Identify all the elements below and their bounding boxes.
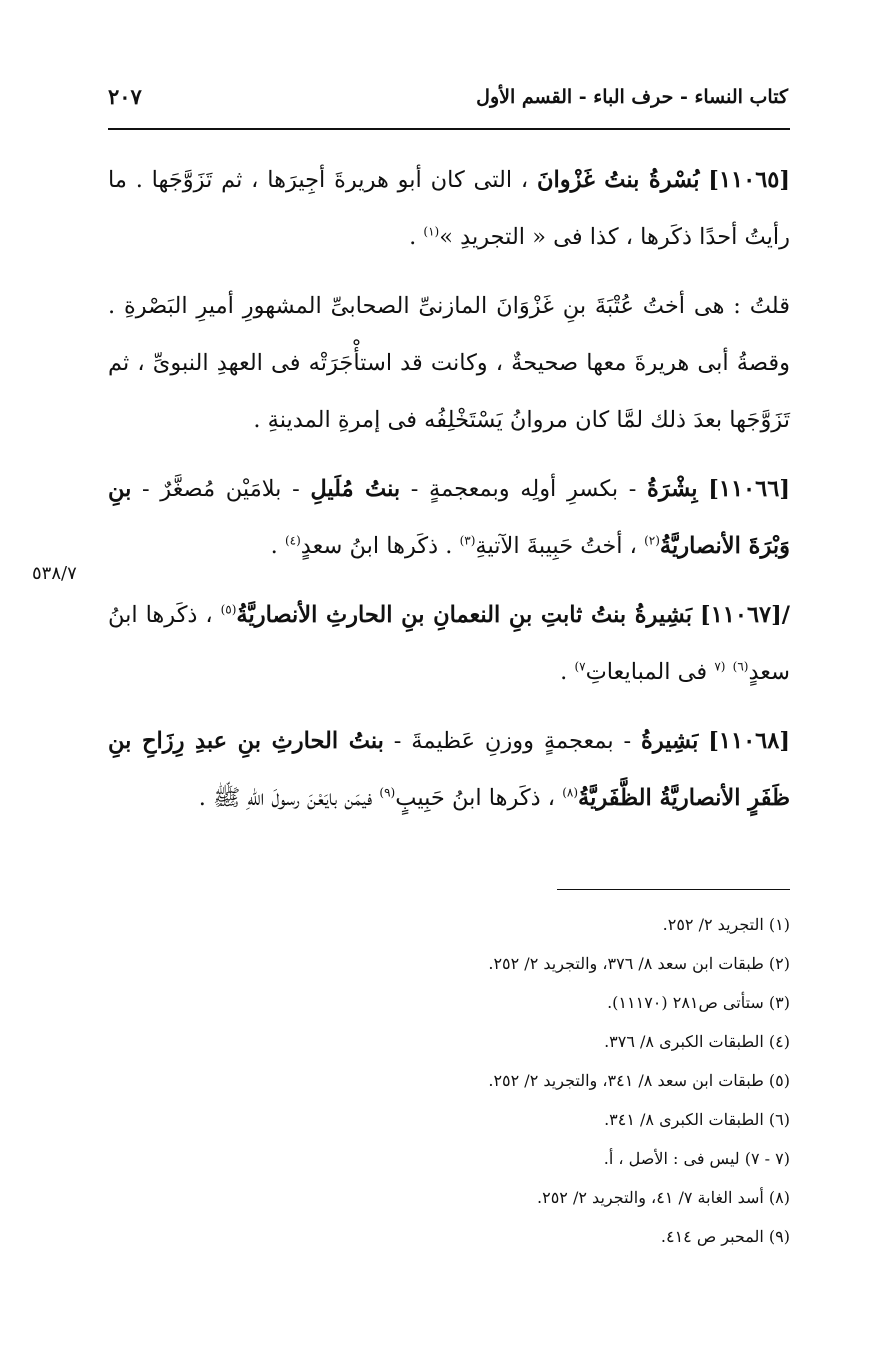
entry-text: . ذكَرها ابنُ سعدٍ <box>300 533 460 559</box>
entry-11066 <box>108 461 790 575</box>
entry-number: [١١٠٦٥] <box>708 167 791 193</box>
entry-name: بُسْرةُ بنتُ غَزْوانَ <box>537 167 700 193</box>
entry-prefix: / <box>781 602 790 628</box>
footnote-marker: (٨) <box>562 785 579 800</box>
footnote: (٨) أسد الغابة ٧/ ٤١، والتجريد ٢/ ٢٥٢. <box>537 1188 790 1207</box>
entry-text: فيمَن بايَعْنَ رسولَ اللهِ ﷺ . <box>198 785 380 811</box>
entry-text: ، ذكَرها ابنُ سعدٍ <box>108 602 790 685</box>
footnote-marker: (٣) <box>459 533 476 548</box>
entry-11065 <box>108 152 790 266</box>
footnote-separator <box>557 889 790 890</box>
footnote-marker: (٧ <box>714 659 726 674</box>
footnote: (٢) طبقات ابن سعد ٨/ ٣٧٦، والتجريد ٢/ ٢٥٢. <box>488 954 790 973</box>
footnote-marker: (٩) <box>379 785 396 800</box>
entry-tail: . <box>270 533 285 559</box>
entry-text: ، أختُ حَبِيبةَ الآتيةِ <box>475 533 645 559</box>
footnote-marker: (٥) <box>220 602 237 617</box>
entry-number: [١١٠٦٨] <box>708 728 791 754</box>
footnote-marker: (٤) <box>284 533 301 548</box>
footnote: (٩) المحبر ص ٤١٤. <box>660 1227 790 1246</box>
footnote-marker: (٦) <box>732 659 749 674</box>
entry-number: [١١٠٦٦] <box>708 476 790 502</box>
header-rule <box>108 128 790 130</box>
entry-name: بَشِيرةُ بنتُ ثابتِ بنِ النعمانِ بنِ الحارثِ الأنصاريَّةُ <box>236 602 693 628</box>
entry-comment <box>108 278 790 449</box>
entry-text: فى المبايعاتِ <box>585 659 715 685</box>
entry-text: - بمعجمةٍ ووزنِ عَظيمةَ - <box>383 728 642 754</box>
footnote: (٣) ستأتى ص٢٨١ (١١١٧٠). <box>607 993 790 1012</box>
entry-text: ، ذكَرها ابنُ حَبِيبٍ <box>395 785 563 811</box>
footnote-marker: ٧) <box>574 659 586 674</box>
entry-name-lineage: بنتُ مُلَيلِ <box>310 476 401 502</box>
footnotes <box>380 905 790 1256</box>
entry-text: - بلامَيْن مُصغَّرٌ - <box>131 476 311 502</box>
footnote: (١) التجريد ٢/ ٢٥٢. <box>662 915 790 934</box>
entry-11068 <box>108 713 790 827</box>
footnote: (٦) الطبقات الكبرى ٨/ ٣٤١. <box>604 1110 790 1129</box>
entry-number: [١١٠٦٧] <box>700 602 782 628</box>
footnote-marker: (٢) <box>644 533 660 548</box>
entry-text: - بكسرِ أولِه وبمعجمةٍ - <box>400 476 648 502</box>
entry-name: بِشْرَةُ <box>647 476 698 502</box>
margin-reference: ٥٣٨/٧ <box>32 563 77 584</box>
entry-tail: . <box>560 659 575 685</box>
entry-11067 <box>108 587 790 701</box>
entry-name-lineage: بنِ وَبْرَةَ الأنصاريَّةُ <box>108 476 790 559</box>
footnote: (٤) الطبقات الكبرى ٨/ ٣٧٦. <box>604 1032 790 1051</box>
running-header <box>108 80 790 120</box>
footnote: (٥) طبقات ابن سعد ٨/ ٣٤١، والتجريد ٢/ ٢٥٢. <box>488 1071 790 1090</box>
entry-text: ، التى كان أبو هريرةَ أجِيرَها ، ثم تَزَوَّجَها . ما رأيتُ أحدًا ذكَرها ، كذا فى « التجريدِ » <box>108 167 790 250</box>
entries-body <box>108 152 790 839</box>
entry-name-lineage: بنتُ الحارثِ بنِ عبدِ رِزَاحِ بنِ ظَفَرٍ الأنصاريَّةُ الظَّفَريَّةُ <box>108 728 790 811</box>
entry-tail: . <box>409 224 424 250</box>
footnote: (٧ - ٧) ليس فى : الأصل ، أ. <box>603 1149 790 1168</box>
footnote-marker: (١) <box>423 224 440 239</box>
running-title: كتاب النساء - حرف الباء - القسم الأول <box>476 86 788 108</box>
comment-text: قلتُ : هى أختُ عُتْبَةَ بنِ غَزْوَانَ المازنىِّ الصحابىِّ المشهورِ أميرِ البَصْرةِ . وقصةُ أبى هريرةَ معها صحيحةٌ ، وكانت قد استأْجَرَتْه فى العهدِ النبوىِّ ، ثم تَزَوَّجَها بعدَ ذلك لمَّا كان مروانُ يَسْتَخْلِفُه فى إمرةِ المدينةِ . <box>108 293 790 433</box>
page-number: ٢٠٧ <box>108 84 142 109</box>
entry-name: بَشِيرةُ <box>641 728 699 754</box>
